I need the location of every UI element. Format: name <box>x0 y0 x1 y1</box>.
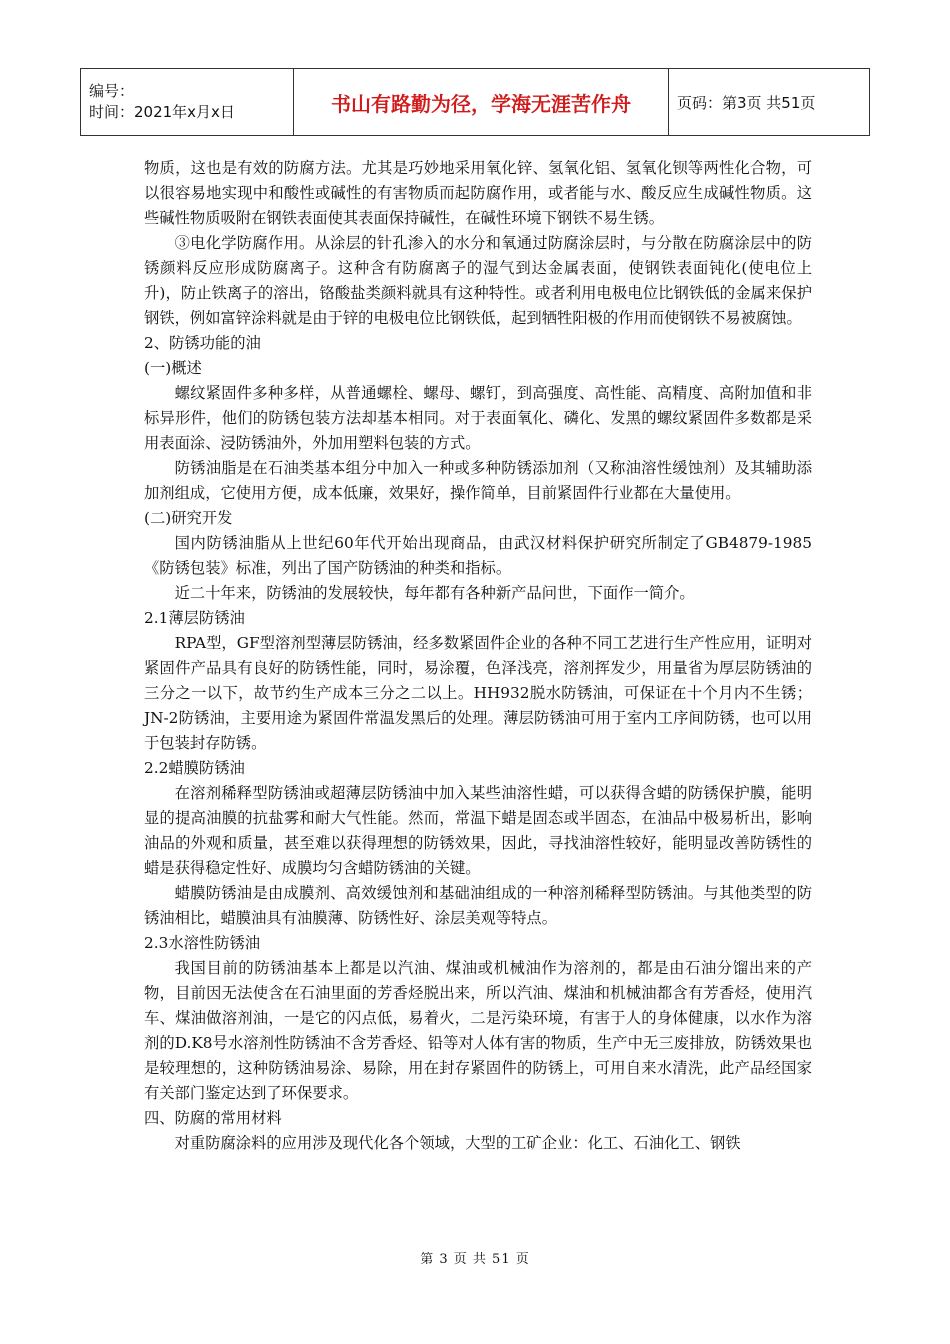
paragraph: 国内防锈油脂从上世纪60年代开始出现商品，由武汉材料保护研究所制定了GB4879-1985《防锈包装》标准，列出了国产防锈油的种类和指标。 <box>144 534 812 577</box>
page-footer: 第 3 页 共 51 页 <box>420 1252 530 1267</box>
paragraph: 在溶剂稀释型防锈油或超薄层防锈油中加入某些油溶性蜡，可以获得含蜡的防锈保护膜，能明显的提高油膜的抗盐雾和耐大气性能。然而，常温下蜡是固态或半固态，在油品中极易析出，影响油品的外观和质量，甚至难以获得理想的防锈效果，因此，寻找油溶性较好，能明显改善防锈性的蜡是获得稳定性好、成膜均匀含蜡防锈油的关键。 <box>144 784 812 877</box>
paragraph: ③电化学防腐作用。从涂层的针孔渗入的水分和氧通过防腐涂层时，与分散在防腐涂层中的防锈颜料反应形成防腐离子。这种含有防腐离子的湿气到达金属表面，使钢铁表面钝化(使电位上升)，防止铁离子的溶出，铬酸盐类颜料就具有这种特性。或者利用电极电位比钢铁低的金属来保护钢铁，例如富锌涂料就是由于锌的电极电位比钢铁低，起到牺牲阳极的作用而使钢铁不易被腐蚀。 <box>144 234 812 327</box>
document-body <box>144 156 812 1156</box>
paragraph: 蜡膜防锈油是由成膜剂、高效缓蚀剂和基础油组成的一种溶剂稀释型防锈油。与其他类型的防锈油相比，蜡膜油具有油膜薄、防锈性好、涂层美观等特点。 <box>144 884 812 927</box>
paragraph: RPA型，GF型溶剂型薄层防锈油，经多数紧固件企业的各种不同工艺进行生产性应用，证明对紧固件产品具有良好的防锈性能，同时，易涂覆，色泽浅亮，溶剂挥发少，用量省为厚层防锈油的三分之一以下，故节约生产成本三分之二以上。HH932脱水防锈油，可保证在十个月内不生锈；JN-2防锈油，主要用途为紧固件常温发黑后的处理。薄层防锈油可用于室内工序间防锈，也可以用于包装封存防锈。 <box>144 634 812 752</box>
paragraph: 我国目前的防锈油基本上都是以汽油、煤油或机械油作为溶剂的，都是由石油分馏出来的产物，目前因无法使含在石油里面的芳香烃脱出来，所以汽油、煤油和机械油都含有芳香烃，使用汽车、煤油做溶剂油，一是它的闪点低，易着火，二是污染环境，有害于人的身体健康，以水作为溶剂的D.K8号水溶剂性防锈油不含芳香烃、铅等对人体有害的物质，生产中无三废排放，防锈效果也是较理想的，这种防锈油易涂、易除，用在封存紧固件的防锈上，可用自来水清洗，此产品经国家有关部门鉴定达到了环保要求。 <box>144 959 812 1102</box>
subsection-heading: (二)研究开发 <box>144 509 233 527</box>
document-number-label: 编号： <box>89 82 135 100</box>
paragraph: 对重防腐涂料的应用涉及现代化各个领域，大型的工矿企业：化工、石油化工、钢铁 <box>174 1134 741 1152</box>
document-date: 时间：2021年x月x日 <box>89 103 235 121</box>
section-heading: 2、防锈功能的油 <box>144 334 261 352</box>
header-meta <box>81 69 294 136</box>
subsection-heading: 2.3水溶性防锈油 <box>144 934 261 952</box>
subsection-heading: (一)概述 <box>144 359 202 377</box>
header-page-info: 页码：第3页 共51页 <box>669 69 870 136</box>
paragraph: 螺纹紧固件多种多样，从普通螺栓、螺母、螺钉，到高强度、高性能、高精度、高附加值和非标异形件，他们的防锈包装方法却基本相同。对于表面氧化、磷化、发黑的螺纹紧固件多数都是采用表面涂、浸防锈油外，外加用塑料包装的方式。 <box>144 384 812 452</box>
subsection-heading: 2.1薄层防锈油 <box>144 609 245 627</box>
paragraph: 物质，这也是有效的防腐方法。尤其是巧妙地采用氧化锌、氢氧化铝、氢氧化钡等两性化合物，可以很容易地实现中和酸性或碱性的有害物质而起防腐作用，或者能与水、酸反应生成碱性物质。这些碱性物质吸附在钢铁表面使其表面保持碱性，在碱性环境下钢铁不易生锈。 <box>144 159 812 227</box>
section-heading: 四、防腐的常用材料 <box>144 1109 282 1127</box>
header-motto: 书山有路勤为径，学海无涯苦作舟 <box>294 69 669 136</box>
paragraph: 防锈油脂是在石油类基本组分中加入一种或多种防锈添加剂（又称油溶性缓蚀剂）及其辅助添加剂组成，它使用方便，成本低廉，效果好，操作简单，目前紧固件行业都在大量使用。 <box>144 459 812 502</box>
subsection-heading: 2.2蜡膜防锈油 <box>144 759 245 777</box>
paragraph: 近二十年来，防锈油的发展较快，每年都有各种新产品问世，下面作一简介。 <box>174 584 695 602</box>
page-header <box>80 68 870 136</box>
